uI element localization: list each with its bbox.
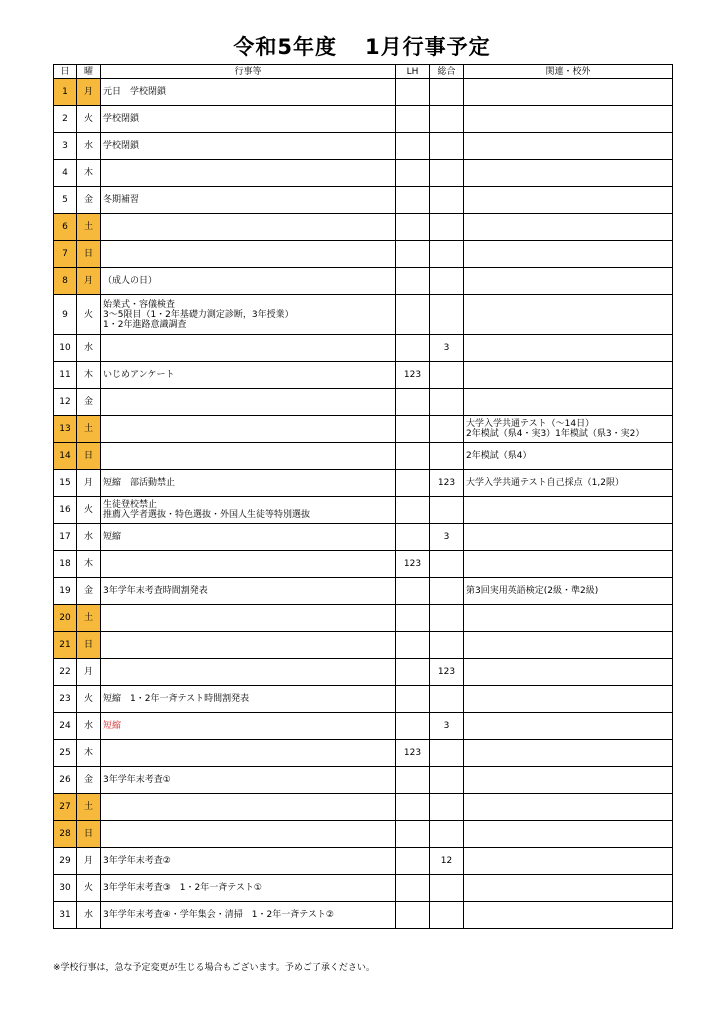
- events-cell: [101, 268, 396, 295]
- related-text: 大学入学共通テスト（～14日）: [466, 419, 595, 429]
- table-row: [54, 443, 673, 470]
- day-cell: 21: [54, 632, 77, 659]
- day-cell: 19: [54, 578, 77, 605]
- related-cell: [464, 902, 673, 929]
- lh-cell: [396, 335, 430, 362]
- weekday-cell: 月: [77, 268, 101, 295]
- lh-cell: [396, 821, 430, 848]
- table-row: [54, 524, 673, 551]
- weekday-cell: 木: [77, 362, 101, 389]
- day-cell: 22: [54, 659, 77, 686]
- weekday-cell: 日: [77, 632, 101, 659]
- sogo-cell: [430, 605, 464, 632]
- day-cell: 13: [54, 416, 77, 443]
- related-cell: [464, 416, 673, 443]
- event-text: 元日 学校閉鎖: [103, 87, 167, 97]
- day-cell: 9: [54, 295, 77, 335]
- table-row: [54, 187, 673, 214]
- day-cell: 15: [54, 470, 77, 497]
- table-row: [54, 295, 673, 335]
- weekday-cell: 月: [77, 659, 101, 686]
- weekday-cell: 日: [77, 241, 101, 268]
- sogo-cell: [430, 214, 464, 241]
- lh-cell: [396, 160, 430, 187]
- related-cell: [464, 551, 673, 578]
- event-text: 3年学年末考査④・学年集会・清掃 1・2年一斉テスト②: [103, 910, 334, 920]
- day-cell: 23: [54, 686, 77, 713]
- related-cell: [464, 821, 673, 848]
- weekday-cell: 火: [77, 686, 101, 713]
- weekday-cell: 日: [77, 443, 101, 470]
- lh-cell: [396, 416, 430, 443]
- table-row: [54, 214, 673, 241]
- lh-cell: [396, 268, 430, 295]
- related-cell: [464, 524, 673, 551]
- events-cell: [101, 187, 396, 214]
- events-cell: [101, 821, 396, 848]
- events-cell: [101, 79, 396, 106]
- day-cell: 27: [54, 794, 77, 821]
- weekday-cell: 金: [77, 578, 101, 605]
- event-text: 3～5限目（1・2年基礎力測定診断，3年授業）: [103, 309, 294, 320]
- day-cell: 5: [54, 187, 77, 214]
- day-cell: 25: [54, 740, 77, 767]
- table-row: [54, 605, 673, 632]
- table-row: [54, 389, 673, 416]
- table-row: [54, 632, 673, 659]
- events-cell: [101, 416, 396, 443]
- events-cell: [101, 160, 396, 187]
- sogo-cell: 123: [430, 659, 464, 686]
- day-cell: 29: [54, 848, 77, 875]
- lh-cell: [396, 524, 430, 551]
- table-row: [54, 713, 673, 740]
- related-cell: [464, 160, 673, 187]
- day-cell: 20: [54, 605, 77, 632]
- events-cell: [101, 794, 396, 821]
- day-cell: 24: [54, 713, 77, 740]
- event-text: 短縮 部活動禁止: [103, 478, 176, 488]
- table-row: [54, 875, 673, 902]
- weekday-cell: 水: [77, 133, 101, 160]
- table-row: [54, 241, 673, 268]
- related-cell: [464, 79, 673, 106]
- day-cell: 17: [54, 524, 77, 551]
- sogo-cell: [430, 443, 464, 470]
- schedule-body: [54, 79, 673, 929]
- sogo-cell: [430, 767, 464, 794]
- events-cell: [101, 848, 396, 875]
- day-cell: 6: [54, 214, 77, 241]
- lh-cell: [396, 470, 430, 497]
- related-cell: [464, 497, 673, 524]
- weekday-cell: 土: [77, 794, 101, 821]
- related-cell: [464, 713, 673, 740]
- sogo-cell: 123: [430, 470, 464, 497]
- weekday-cell: 火: [77, 106, 101, 133]
- events-cell: [101, 214, 396, 241]
- weekday-cell: 火: [77, 295, 101, 335]
- lh-cell: [396, 214, 430, 241]
- sogo-cell: [430, 416, 464, 443]
- related-cell: [464, 389, 673, 416]
- events-cell: [101, 713, 396, 740]
- day-cell: 30: [54, 875, 77, 902]
- events-cell: [101, 578, 396, 605]
- table-row: [54, 794, 673, 821]
- day-cell: 1: [54, 79, 77, 106]
- events-cell: [101, 362, 396, 389]
- weekday-cell: 水: [77, 335, 101, 362]
- header-lh: LH: [396, 65, 430, 79]
- sogo-cell: [430, 821, 464, 848]
- lh-cell: 123: [396, 362, 430, 389]
- table-row: [54, 268, 673, 295]
- day-cell: 28: [54, 821, 77, 848]
- lh-cell: [396, 632, 430, 659]
- related-cell: [464, 632, 673, 659]
- table-row: [54, 497, 673, 524]
- related-cell: [464, 578, 673, 605]
- related-cell: [464, 848, 673, 875]
- weekday-cell: 木: [77, 160, 101, 187]
- lh-cell: [396, 241, 430, 268]
- events-cell: [101, 740, 396, 767]
- related-cell: [464, 133, 673, 160]
- events-cell: [101, 551, 396, 578]
- header-events: 行事等: [101, 65, 396, 79]
- related-text: 2年模試（県4・実3）1年模試（県3・実2）: [466, 429, 645, 439]
- lh-cell: [396, 497, 430, 524]
- table-row: [54, 686, 673, 713]
- day-cell: 3: [54, 133, 77, 160]
- day-cell: 11: [54, 362, 77, 389]
- table-row: [54, 335, 673, 362]
- page-title: [0, 30, 724, 64]
- lh-cell: [396, 578, 430, 605]
- lh-cell: [396, 659, 430, 686]
- table-row: [54, 821, 673, 848]
- lh-cell: [396, 295, 430, 335]
- events-cell: [101, 875, 396, 902]
- weekday-cell: 月: [77, 79, 101, 106]
- lh-cell: [396, 902, 430, 929]
- events-cell: [101, 686, 396, 713]
- table-row: [54, 416, 673, 443]
- title-month: 1月行事予定: [365, 35, 491, 59]
- lh-cell: [396, 794, 430, 821]
- related-cell: [464, 362, 673, 389]
- events-cell: [101, 133, 396, 160]
- weekday-cell: 水: [77, 524, 101, 551]
- sogo-cell: [430, 740, 464, 767]
- sogo-cell: 12: [430, 848, 464, 875]
- header-related: 関連・校外: [464, 65, 673, 79]
- events-cell: [101, 470, 396, 497]
- weekday-cell: 月: [77, 470, 101, 497]
- header-weekday: 曜: [77, 65, 101, 79]
- events-cell: [101, 524, 396, 551]
- lh-cell: [396, 848, 430, 875]
- day-cell: 16: [54, 497, 77, 524]
- events-cell: [101, 659, 396, 686]
- table-row: [54, 767, 673, 794]
- weekday-cell: 金: [77, 187, 101, 214]
- header-sogo: 総合: [430, 65, 464, 79]
- events-cell: [101, 335, 396, 362]
- weekday-cell: 土: [77, 605, 101, 632]
- sogo-cell: [430, 497, 464, 524]
- sogo-cell: [430, 794, 464, 821]
- lh-cell: [396, 79, 430, 106]
- day-cell: 10: [54, 335, 77, 362]
- sogo-cell: [430, 632, 464, 659]
- related-cell: [464, 659, 673, 686]
- table-row: [54, 79, 673, 106]
- table-row: [54, 362, 673, 389]
- table-row: [54, 659, 673, 686]
- weekday-cell: 土: [77, 416, 101, 443]
- weekday-cell: 日: [77, 821, 101, 848]
- related-cell: [464, 241, 673, 268]
- weekday-cell: 金: [77, 389, 101, 416]
- event-text: 短縮: [103, 532, 122, 542]
- event-text: 1・2年進路意識調査: [103, 319, 187, 330]
- events-cell: [101, 106, 396, 133]
- related-text: 大学入学共通テスト自己採点（1,2限）: [466, 478, 624, 488]
- events-cell: [101, 295, 396, 335]
- related-cell: [464, 767, 673, 794]
- related-cell: [464, 268, 673, 295]
- sogo-cell: [430, 389, 464, 416]
- related-cell: [464, 686, 673, 713]
- event-text: いじめアンケート: [103, 370, 175, 380]
- weekday-cell: 土: [77, 214, 101, 241]
- sogo-cell: [430, 241, 464, 268]
- related-text: 2年模試（県4）: [466, 451, 532, 461]
- weekday-cell: 火: [77, 497, 101, 524]
- day-cell: 31: [54, 902, 77, 929]
- table-row: [54, 740, 673, 767]
- related-cell: [464, 605, 673, 632]
- events-cell: [101, 497, 396, 524]
- sogo-cell: [430, 902, 464, 929]
- schedule-table: [53, 64, 673, 929]
- table-row: [54, 470, 673, 497]
- day-cell: 14: [54, 443, 77, 470]
- sogo-cell: [430, 160, 464, 187]
- day-cell: 8: [54, 268, 77, 295]
- event-text: 3年学年末考査③ 1・2年一斉テスト①: [103, 883, 262, 893]
- event-text: 3年学年末考査時間割発表: [103, 586, 208, 596]
- weekday-cell: 金: [77, 767, 101, 794]
- lh-cell: [396, 713, 430, 740]
- day-cell: 12: [54, 389, 77, 416]
- event-text: 始業式・容儀検査: [103, 299, 176, 310]
- lh-cell: 123: [396, 551, 430, 578]
- table-row: [54, 106, 673, 133]
- event-text: 3年学年末考査①: [103, 775, 171, 785]
- events-cell: [101, 605, 396, 632]
- events-cell: [101, 241, 396, 268]
- lh-cell: [396, 767, 430, 794]
- related-cell: [464, 794, 673, 821]
- lh-cell: [396, 187, 430, 214]
- sogo-cell: 3: [430, 713, 464, 740]
- lh-cell: [396, 443, 430, 470]
- day-cell: 18: [54, 551, 77, 578]
- sogo-cell: [430, 187, 464, 214]
- related-cell: [464, 875, 673, 902]
- events-cell: [101, 632, 396, 659]
- events-cell: [101, 443, 396, 470]
- related-cell: [464, 187, 673, 214]
- table-row: [54, 578, 673, 605]
- table-row: [54, 848, 673, 875]
- lh-cell: [396, 875, 430, 902]
- header-row: [54, 65, 673, 79]
- related-cell: [464, 335, 673, 362]
- title-year: 令和5年度: [233, 35, 337, 59]
- header-day: 日: [54, 65, 77, 79]
- weekday-cell: 水: [77, 713, 101, 740]
- weekday-cell: 火: [77, 875, 101, 902]
- day-cell: 26: [54, 767, 77, 794]
- lh-cell: [396, 106, 430, 133]
- sogo-cell: [430, 578, 464, 605]
- related-cell: [464, 295, 673, 335]
- event-text: 推薦入学者選抜・特色選抜・外国人生徒等特別選抜: [103, 510, 311, 520]
- lh-cell: 123: [396, 740, 430, 767]
- lh-cell: [396, 389, 430, 416]
- lh-cell: [396, 133, 430, 160]
- event-text: （成人の日）: [103, 276, 158, 286]
- lh-cell: [396, 605, 430, 632]
- events-cell: [101, 389, 396, 416]
- sogo-cell: [430, 79, 464, 106]
- sogo-cell: [430, 686, 464, 713]
- table-row: [54, 160, 673, 187]
- event-text: 3年学年末考査②: [103, 856, 171, 866]
- event-text: 生徒登校禁止: [103, 500, 158, 510]
- day-cell: 2: [54, 106, 77, 133]
- sogo-cell: [430, 133, 464, 160]
- sogo-cell: [430, 551, 464, 578]
- related-cell: [464, 443, 673, 470]
- related-text: 第3回実用英語検定(2級・準2級): [466, 586, 599, 596]
- weekday-cell: 木: [77, 551, 101, 578]
- table-row: [54, 133, 673, 160]
- sogo-cell: [430, 268, 464, 295]
- table-row: [54, 902, 673, 929]
- weekday-cell: 木: [77, 740, 101, 767]
- sogo-cell: [430, 875, 464, 902]
- sogo-cell: [430, 362, 464, 389]
- event-text: 学校閉鎖: [103, 114, 140, 124]
- related-cell: [464, 214, 673, 241]
- weekday-cell: 月: [77, 848, 101, 875]
- event-text: 学校閉鎖: [103, 141, 140, 151]
- related-cell: [464, 740, 673, 767]
- sogo-cell: [430, 106, 464, 133]
- events-cell: [101, 767, 396, 794]
- sogo-cell: 3: [430, 335, 464, 362]
- day-cell: 4: [54, 160, 77, 187]
- sogo-cell: 3: [430, 524, 464, 551]
- event-text: 短縮 1・2年一斉テスト時間割発表: [103, 694, 250, 704]
- sogo-cell: [430, 295, 464, 335]
- related-cell: [464, 106, 673, 133]
- weekday-cell: 水: [77, 902, 101, 929]
- event-text: 短縮: [103, 721, 122, 731]
- events-cell: [101, 902, 396, 929]
- day-cell: 7: [54, 241, 77, 268]
- lh-cell: [396, 686, 430, 713]
- table-row: [54, 551, 673, 578]
- footnote: ※学校行事は，急な予定変更が生じる場合もございます。予めご了承ください。: [53, 963, 375, 973]
- related-cell: [464, 470, 673, 497]
- event-text: 冬期補習: [103, 195, 140, 205]
